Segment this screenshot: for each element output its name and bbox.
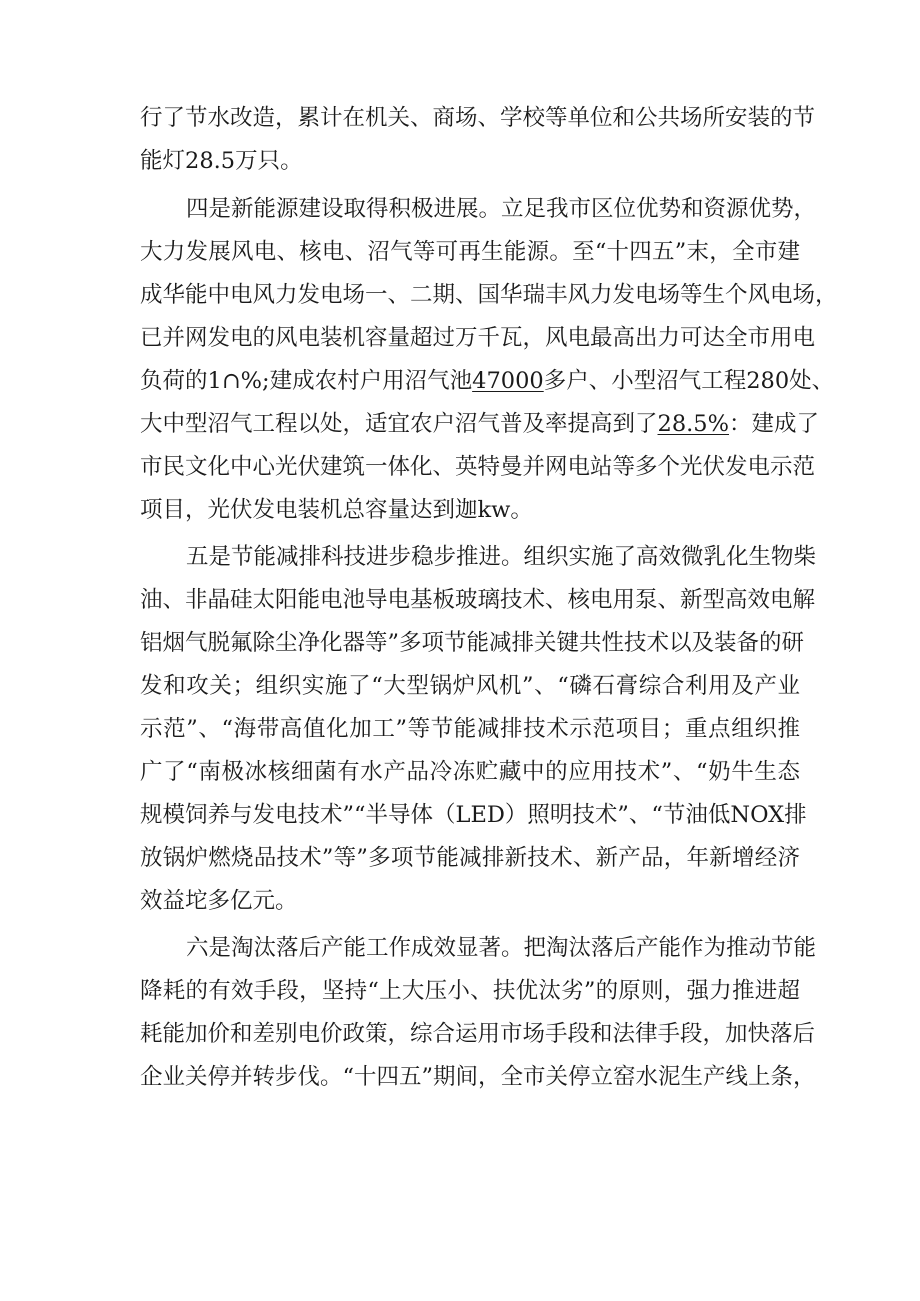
text-run: 六是淘汰落后产能工作成效显著。把淘汰落后产能作为推动节能 xyxy=(186,935,817,961)
text-run: 发和攻关；组织实施了“大型锅炉风机”、“磷石膏综合利用及产业 xyxy=(140,673,800,699)
text-run: 已并网发电的风电装机容量超过万千瓦，风电最高出力可达全市用电 xyxy=(140,325,816,351)
text-run: 多户、小型沼气工程280处、 xyxy=(543,368,835,394)
text-run: 广了“南极冰核细菌有水产品冷冻贮藏中的应用技术”、“奶牛生态 xyxy=(140,759,800,785)
text-line xyxy=(140,488,800,532)
text-line xyxy=(140,1055,816,1099)
text-line xyxy=(140,316,816,360)
text-line xyxy=(140,621,805,665)
text-run: 效益坨多亿元。 xyxy=(140,888,298,914)
text-run: 放锅炉燃烧品技术”等”多项节能减排新技术、新产品，年新增经济 xyxy=(140,845,800,871)
text-line xyxy=(140,402,820,446)
text-run: 示范”、“海带高值化加工”等节能减排技术示范项目；重点组织推 xyxy=(140,716,800,742)
text-run: 大力发展风电、核电、沼气等可再生能源。至“十四五”末，全市建 xyxy=(140,239,800,265)
text-line xyxy=(140,359,835,403)
text-run: 行了节水改造，累计在机关、商场、学校等单位和公共场所安装的节 xyxy=(140,105,816,131)
text-run: 四是新能源建设取得积极进展。立足我市区位优势和资源优势， xyxy=(186,196,817,222)
text-run: 负荷的1∩%;建成农村户用沼气池 xyxy=(140,368,473,394)
text-run: 铝烟气脱氟除尘净化器等”多项节能减排关键共性技术以及装备的研 xyxy=(140,630,805,656)
text-run: 市民文化中心光伏建筑一体化、英特曼并网电站等多个光伏发电示范 xyxy=(140,454,816,480)
underlined-value: 28.5% xyxy=(657,411,729,437)
text-run: 规模饲养与发电技术”“半导体（LED）照明技术”、“节油低NOX排 xyxy=(140,802,807,828)
text-line xyxy=(140,1012,816,1056)
text-run: ：建成了 xyxy=(729,411,820,437)
text-line xyxy=(140,879,800,923)
text-line xyxy=(186,926,817,970)
text-run: 耗能加价和差别电价政策，综合运用市场手段和法律手段，加快落后 xyxy=(140,1021,816,1047)
underlined-value: 47000 xyxy=(472,368,544,394)
text-line xyxy=(140,793,807,837)
text-run: 油、非晶硅太阳能电池导电基板玻璃技术、核电用泵、新型高效电解 xyxy=(140,587,816,613)
text-line xyxy=(140,836,800,880)
text-line xyxy=(140,273,838,317)
text-line xyxy=(140,750,800,794)
text-run: 成华能中电风力发电场一、二期、国华瑞丰风力发电场等生个风电场， xyxy=(140,282,838,308)
text-line xyxy=(140,96,816,140)
text-line xyxy=(140,969,800,1013)
text-run: 企业关停并转步伐。“十四五”期间，全市关停立窑水泥生产线上条， xyxy=(140,1064,816,1090)
text-line xyxy=(140,707,800,751)
text-line xyxy=(140,139,800,183)
text-line xyxy=(140,664,800,708)
text-line xyxy=(140,578,816,622)
text-line xyxy=(140,445,816,489)
text-run: 大中型沼气工程以处，适宜农户沼气普及率提高到了 xyxy=(140,411,658,437)
text-run: 能灯28.5万只。 xyxy=(140,148,303,174)
text-run: 降耗的有效手段，坚持“上大压小、扶优汰劣”的原则，强力推进超 xyxy=(140,978,800,1004)
text-line xyxy=(186,187,817,231)
text-line xyxy=(186,535,817,579)
text-run: 项目，光伏发电装机总容量达到迦kw。 xyxy=(140,497,533,523)
text-line xyxy=(140,230,800,274)
text-run: 五是节能减排科技进步稳步推进。组织实施了高效微乳化生物柴 xyxy=(186,544,817,570)
